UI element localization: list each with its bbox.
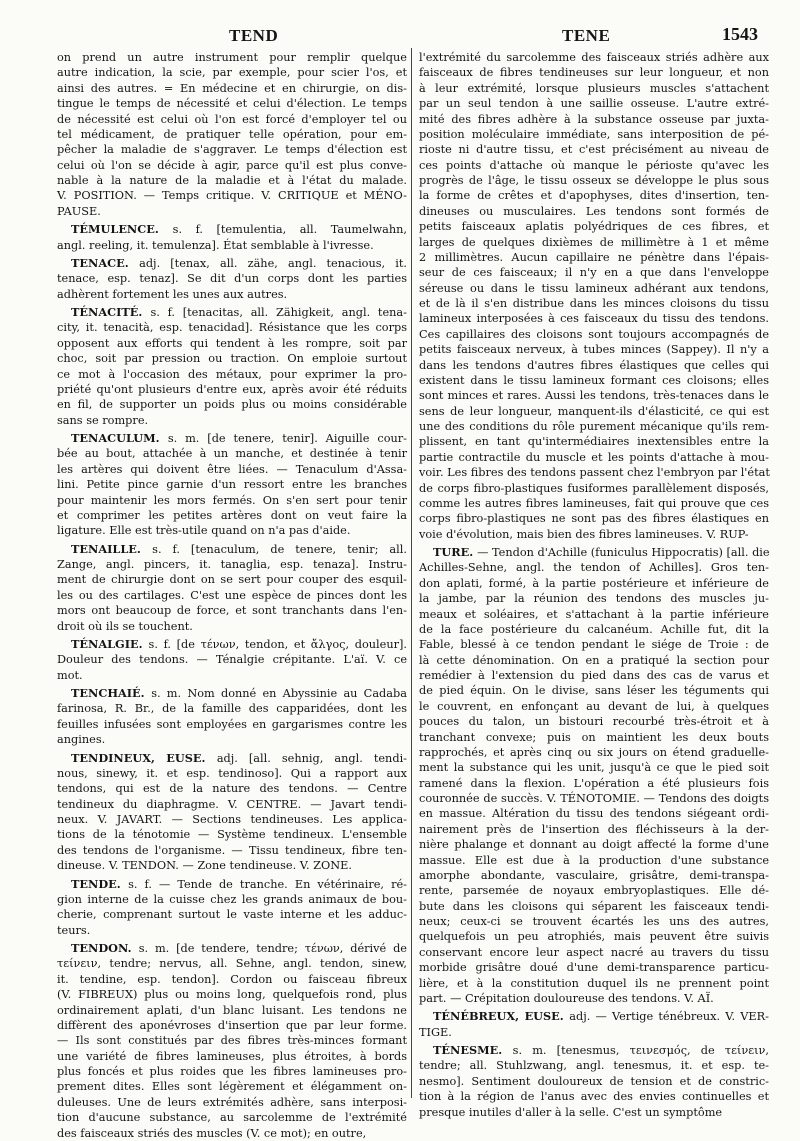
running-head-left: TEND [229, 26, 279, 45]
text-line: TIGE. [419, 1025, 452, 1039]
text-line: mot. [57, 668, 83, 682]
text-line: mors ont beaucoup de force, et sont tranchants dans l'en- [57, 604, 407, 618]
text-line: voir. Les fibres des tendons passent chez l'embryon par l'état [419, 466, 770, 480]
text-line: la jambe, par la réunion des tendons des muscles ju- [419, 592, 769, 606]
text-line: là cette dénomination. On en a pratiqué la section pour [419, 653, 769, 667]
text-line: opposent aux efforts qui tendent à les rompre, soit par [57, 336, 407, 350]
text-line: TENDINEUX, EUSE. adj. [all. sehnig, angl. tendi- [71, 750, 407, 765]
text-line: tranchant convexe; puis on maintient les deux bouts [419, 730, 769, 744]
text-line: bute dans les cloisons qui séparent les faisceaux tendi- [419, 899, 769, 913]
text-line: et de là il s'en distribue dans les minces cloisons du tissu [419, 297, 769, 310]
text-line: duleuses. Une de leurs extrémités adhère, sans interposi- [57, 1095, 407, 1109]
text-line: autre indication, la scie, par exemple, pour scier l'os, et [57, 66, 407, 80]
text-line: tion d'aucune substance, au sarcolemme de l'extrémité [57, 1111, 407, 1125]
text-line: rente, parsemée de noyaux embryoplastiques. Elle dé- [419, 884, 769, 898]
text-line: — Ils sont constitués par des fibres très-minces formant [57, 1034, 407, 1048]
text-line: nous, sinewy, it. et esp. tendinoso]. Qui a rapport aux [57, 766, 407, 780]
text-line: droit où ils se touchent. [57, 619, 193, 633]
text-line: Achilles-Sehne, angl. the tendon of Achilles]. Gros ten- [419, 561, 769, 575]
running-head-right: TENE [562, 26, 611, 45]
text-line: quelquefois un peu atrophiés, mais peuvent être suivis [419, 930, 769, 944]
text-line: sans se rompre. [57, 413, 149, 427]
text-line: pouces du talon, un bistouri recourbé très-étroit et à [419, 715, 769, 729]
text-line: le couvrent, en enfonçant au devant de lui, à quelques [419, 699, 769, 713]
text-line: TURE. — Tendon d'Achille (funiculus Hippocratis) [all. die [433, 545, 770, 559]
text-line: pour maintenir les mors fermés. On s'en sert pour tenir [57, 493, 407, 507]
text-line: petits faisceaux aplatis polyédriques de ces fibres, et [419, 220, 769, 234]
text-line: lini. Petite pince garnie d'un ressort entre les branches [57, 478, 407, 492]
text-line: remédier à l'extension du pied dans des cas de varus et [419, 669, 769, 682]
headword: TÉNACITÉ. [71, 305, 151, 319]
text-line: voie d'évolution, mais bien des fibres lamineuses. V. RUP- [419, 527, 749, 541]
text-line: don aplati, formé, à la partie postérieure et inférieure de [419, 576, 769, 590]
text-line: celui où l'on se décide à agir, parce qu'il est plus conve- [57, 158, 407, 172]
text-line: pêcher la maladie de s'aggraver. Le temps d'élection est [57, 143, 407, 157]
text-line: tendineux du diaphragme. V. CENTRE. — Javart tendi- [57, 797, 407, 811]
text-line: TENACE. adj. [tenax, all. zähe, angl. tenacious, it. [71, 255, 407, 270]
headword: TENCHAIÉ. [71, 686, 152, 700]
text-line: la forme de crêtes et d'apophyses, dites d'insertion, ten- [419, 189, 769, 203]
text-line: neux. V. JAVART. — Sections tendineuses. Les applica- [57, 813, 407, 826]
text-line: partie contractile du muscle et les points d'attache à mou- [419, 450, 769, 464]
headword: TÉMULENCE. [71, 222, 173, 237]
text-line: angl. reeling, it. temulenza]. État semblable à l'ivresse. [57, 238, 374, 252]
text-line: τείνειν, tendre; nervus, all. Sehne, angl. tendon, sinew, [57, 957, 407, 971]
text-line: par un seul tendon à une saillie osseuse. L'autre extré- [419, 97, 769, 111]
text-line: plissent, en tant qu'intermédiaires inextensibles entre la [419, 435, 769, 449]
text-line: de la face postérieure du calcanéum. Achille fut, dit la [419, 622, 769, 636]
text-line: nable à la nature de la maladie et à l'état du malade. [57, 174, 407, 187]
headword: TÉNALGIE. [71, 636, 149, 651]
text-line: des faisceaux striés des muscles (V. ce mot); en outre, [57, 1126, 367, 1140]
text-line: ligature. Elle est très-utile quand on n'a pas d'aide. [57, 524, 351, 538]
page-number: 1543 [722, 24, 758, 44]
text-line: massue. Elle est due à la production d'une substance [419, 853, 769, 867]
text-line: it. tendine, esp. tendon]. Cordon ou faisceau fibreux [57, 972, 407, 986]
text-line: TENACULUM. s. m. [de tenere, tenir]. Aiguille cour- [71, 431, 407, 445]
text-line: nairement près de l'insertion des fléchisseurs à la der- [419, 822, 769, 836]
text-line: tions de la ténotomie — Système tendineux. L'ensemble [57, 828, 407, 842]
text-line: mité des fibres adhère à la substance osseuse par juxta- [419, 112, 769, 126]
text-line: Zange, angl. pincers, it. tanaglia, esp. tenaza]. Instru- [57, 558, 407, 571]
text-line: à leur extrémité, lorsque plusieurs muscles s'attachent [419, 81, 769, 95]
headword: TENDON. [71, 941, 139, 955]
text-line: part. — Crépitation douloureuse des tendons. V. AÏ. [419, 991, 714, 1005]
text-line: seur de ces faisceaux; il n'y en a que dans l'enveloppe [419, 266, 769, 280]
text-line: larges de quelques dixièmes de millimètre à 1 et même [419, 235, 769, 249]
text-line: cherie, comprenant surtout le vaste interne et les adduc- [57, 908, 407, 922]
text-line: lière, et à la constitution duquel ils ne prennent point [419, 976, 769, 990]
text-line: adhèrent fortement les unes aux autres. [57, 287, 288, 301]
text-line: nesmo]. Sentiment douloureux de tension et de constric- [419, 1074, 769, 1088]
text-line: les artères qui doivent être liées. — Tenaculum d'Assa- [57, 462, 407, 476]
text-line: meaux et soléaires, et s'attachant à la partie inférieure [419, 607, 769, 621]
text-line: dineuse. V. TENDON. — Zone tendineuse. V. ZONE. [57, 859, 352, 873]
text-line: TÉNESME. s. m. [tenesmus, τεινεσμός, de τείνειν, [433, 1043, 770, 1057]
headword: TURE. [433, 545, 478, 559]
text-line: tion à la région de l'anus avec des envies continuelles et [419, 1090, 769, 1104]
text-line: tenace, esp. tenaz]. Se dit d'un corps dont les parties [57, 272, 407, 286]
text-line: TÉNÉBREUX, EUSE. adj. — Vertige ténébreux. V. VER- [433, 1009, 769, 1024]
headword: TÉNESME. [433, 1043, 513, 1057]
text-line: ces points d'attache où manque le périoste qu'avec les [419, 158, 769, 172]
text-line: amorphe abondante, vasculaire, grisâtre, demi-transpa- [419, 868, 769, 882]
headword: TENAILLE. [71, 541, 153, 556]
text-line: une des conditions du rôle purement mécanique qu'ils rem- [419, 420, 769, 433]
text-line: tingue le temps de nécessité et celui d'élection. Le temps [57, 97, 407, 111]
text-line: TÉNACITÉ. s. f. [tenacitas, all. Zähigkeit, angl. tena- [71, 305, 407, 319]
text-line: les ou des cartilages. C'est une espèce de pinces dont les [57, 588, 407, 602]
text-line: Douleur des tendons. — Ténalgie crépitante. L'aï. V. ce [57, 653, 407, 667]
headword: TÉNÉBREUX, EUSE. [433, 1009, 570, 1024]
headword: TENACULUM. [71, 431, 168, 445]
headword: TENACE. [71, 255, 140, 270]
text-line: corps fibro-plastiques ne sont pas des fibres élastiques en [419, 512, 769, 526]
text-line: en massue. Altération du tissu des tendons siégeant ordi- [419, 807, 769, 821]
text-line: tel médicament, de pratiquer telle opération, pour em- [57, 127, 407, 141]
text-line: TÉMULENCE. s. f. [temulentia, all. Taumelwahn, [71, 222, 407, 237]
text-line: et comprimer les petites artères dont on veut faire la [57, 508, 407, 522]
headword: TENDINEUX, EUSE. [71, 750, 217, 765]
text-line: TENAILLE. s. f. [tenaculum, de tenere, tenir; all. [71, 541, 407, 556]
text-line: lamineux interposées à ces faisceaux du tissu des tendons. [419, 312, 769, 326]
text-line: presque inutiles d'aller à la selle. C'est un symptôme [419, 1105, 723, 1119]
text-line: conservant encore leur aspect nacré au travers du tissu [419, 945, 769, 959]
text-line: TENDE. s. f. — Tende de tranche. En vétérinaire, ré- [71, 876, 407, 891]
text-line: petits faisceaux nerveux, à tubes minces (Sappey). Il n'y a [419, 343, 769, 357]
text-line: choc, soit par pression ou traction. On emploie surtout [57, 352, 407, 366]
text-line: diffèrent des aponévroses d'insertion que par leur forme. [57, 1018, 407, 1032]
text-line: bée au bout, attachée à un manche, et destinée à tenir [57, 447, 407, 461]
text-line: dans les tendons d'autres fibres élastiques que celles qui [419, 358, 769, 372]
text-line: tendre; all. Stuhlzwang, angl. tenesmus, it. et esp. te- [419, 1059, 769, 1073]
text-line: PAUSE. [57, 204, 101, 218]
text-line: faisceaux de fibres tendineuses sur leur longueur, et non [419, 66, 769, 80]
text-line: rapprochés, et après cinq ou six jours on étend graduelle- [419, 745, 769, 759]
text-line: neux; ceux-ci se trouvent écartés les uns des autres, [419, 915, 769, 928]
text-line: rioste ni d'autre tissu, et c'est précisément au niveau de [419, 143, 769, 157]
text-line: farinosa, R. Br., de la famille des capparidées, dont les [57, 702, 407, 716]
text-line: TENDON. s. m. [de tendere, tendre; τένων, dérivé de [71, 941, 407, 955]
text-line: position moléculaire immédiate, sans interposition de pé- [419, 127, 769, 141]
text-line: TENCHAIÉ. s. m. Nom donné en Abyssinie au Cadaba [71, 686, 407, 700]
text-line: priété qu'ont plusieurs d'entre eux, après avoir été réduits [57, 382, 407, 396]
left-column [57, 50, 407, 1140]
text-line: de pied équin. On le divise, sans léser les téguments qui [419, 684, 769, 698]
column-divider [411, 48, 412, 1098]
text-line: en fil, de supporter un poids plus ou moins considérable [57, 398, 407, 412]
text-line: on prend un autre instrument pour remplir quelque [57, 51, 407, 64]
text-line: ramené dans la flexion. L'opération a été plusieurs fois [419, 776, 769, 790]
text-line: prement dites. Elles sont légèrement et élégamment on- [57, 1080, 407, 1094]
right-column [419, 50, 770, 1119]
text-line: ment la substance qui les unit, jusqu'à ce que le pied soit [419, 761, 769, 775]
text-line: V. POSITION. — Temps critique. V. CRITIQUE et MÉNO- [57, 189, 407, 203]
text-line: TÉNALGIE. s. f. [de τένων, tendon, et ἄλγος, douleur]. [71, 636, 407, 651]
text-line: tendons, qui est de la nature des tendons. — Centre [57, 782, 407, 796]
text-line: des tendons de l'organisme. — Tissu tendineux, fibre ten- [57, 843, 407, 857]
text-line: de corps fibro-plastiques fusiformes parallèlement disposés, [419, 481, 769, 495]
text-line: sont minces et rares. Aussi les tendons, très-tenaces dans le [419, 389, 769, 403]
text-line: ment de chirurgie dont on se sert pour couper des esquil- [57, 573, 407, 587]
text-line: angines. [57, 733, 106, 747]
text-line: Ces capillaires des cloisons sont toujours accompagnés de [419, 327, 769, 341]
text-line: séreuse ou dans le tissu lamineux adhérant aux tendons, [419, 281, 769, 295]
text-line: city, it. tenacità, esp. tenacidad]. Résistance que les corps [57, 321, 407, 335]
text-line: ce mot à l'occasion des métaux, pour exprimer la pro- [57, 367, 407, 381]
text-line: gion interne de la cuisse chez les grands animaux de bou- [57, 892, 407, 906]
text-line: teurs. [57, 923, 91, 937]
text-line: ordinairement aplati, d'un blanc luisant. Les tendons ne [57, 1003, 407, 1017]
text-line: progrès de l'âge, le tissu osseux se développe le plus sous [419, 174, 769, 187]
text-line: dineuses ou musculaires. Les tendons sont formés de [419, 204, 769, 218]
text-line: l'extrémité du sarcolemme des faisceaux striés adhère aux [419, 51, 769, 64]
text-line: morbide grisâtre doué d'une demi-transparence particu- [419, 961, 769, 975]
text-line: une variété de fibres lamineuses, plus étroites, à bords [57, 1049, 407, 1063]
text-line: sens de leur longueur, manquent-ils d'élasticité, ce qui est [419, 404, 769, 418]
text-line: feuilles infusées sont employées en gargarismes contre les [57, 717, 407, 731]
text-line: (V. FIBREUX) plus ou moins long, quelquefois rond, plus [57, 988, 407, 1002]
text-line: nière phalange et donnant au doigt affecté la forme d'une [419, 838, 769, 852]
text-line: 2 millimètres. Aucun capillaire ne pénètre dans l'épais- [419, 250, 769, 264]
text-line: couronnée de succès. V. TÉNOTOMIE. — Tendons des doigts [419, 792, 769, 805]
text-line: de nécessité est celui où l'on est forcé d'employer tel ou [57, 112, 407, 126]
text-line: existent dans le tissu lamineux formant ces cloisons; elles [419, 373, 769, 387]
text-line: ainsi des autres. = En médecine et en chirurgie, on dis- [57, 81, 407, 95]
text-line: comme les autres fibres lamineuses, fait qui prouve que ces [419, 496, 769, 510]
text-line: Fable, blessé à ce tendon pendant le siége de Troie : de [419, 638, 769, 652]
text-line: plus foncés et plus roides que les fibres lamineuses pro- [57, 1065, 407, 1078]
headword: TENDE. [71, 876, 129, 891]
